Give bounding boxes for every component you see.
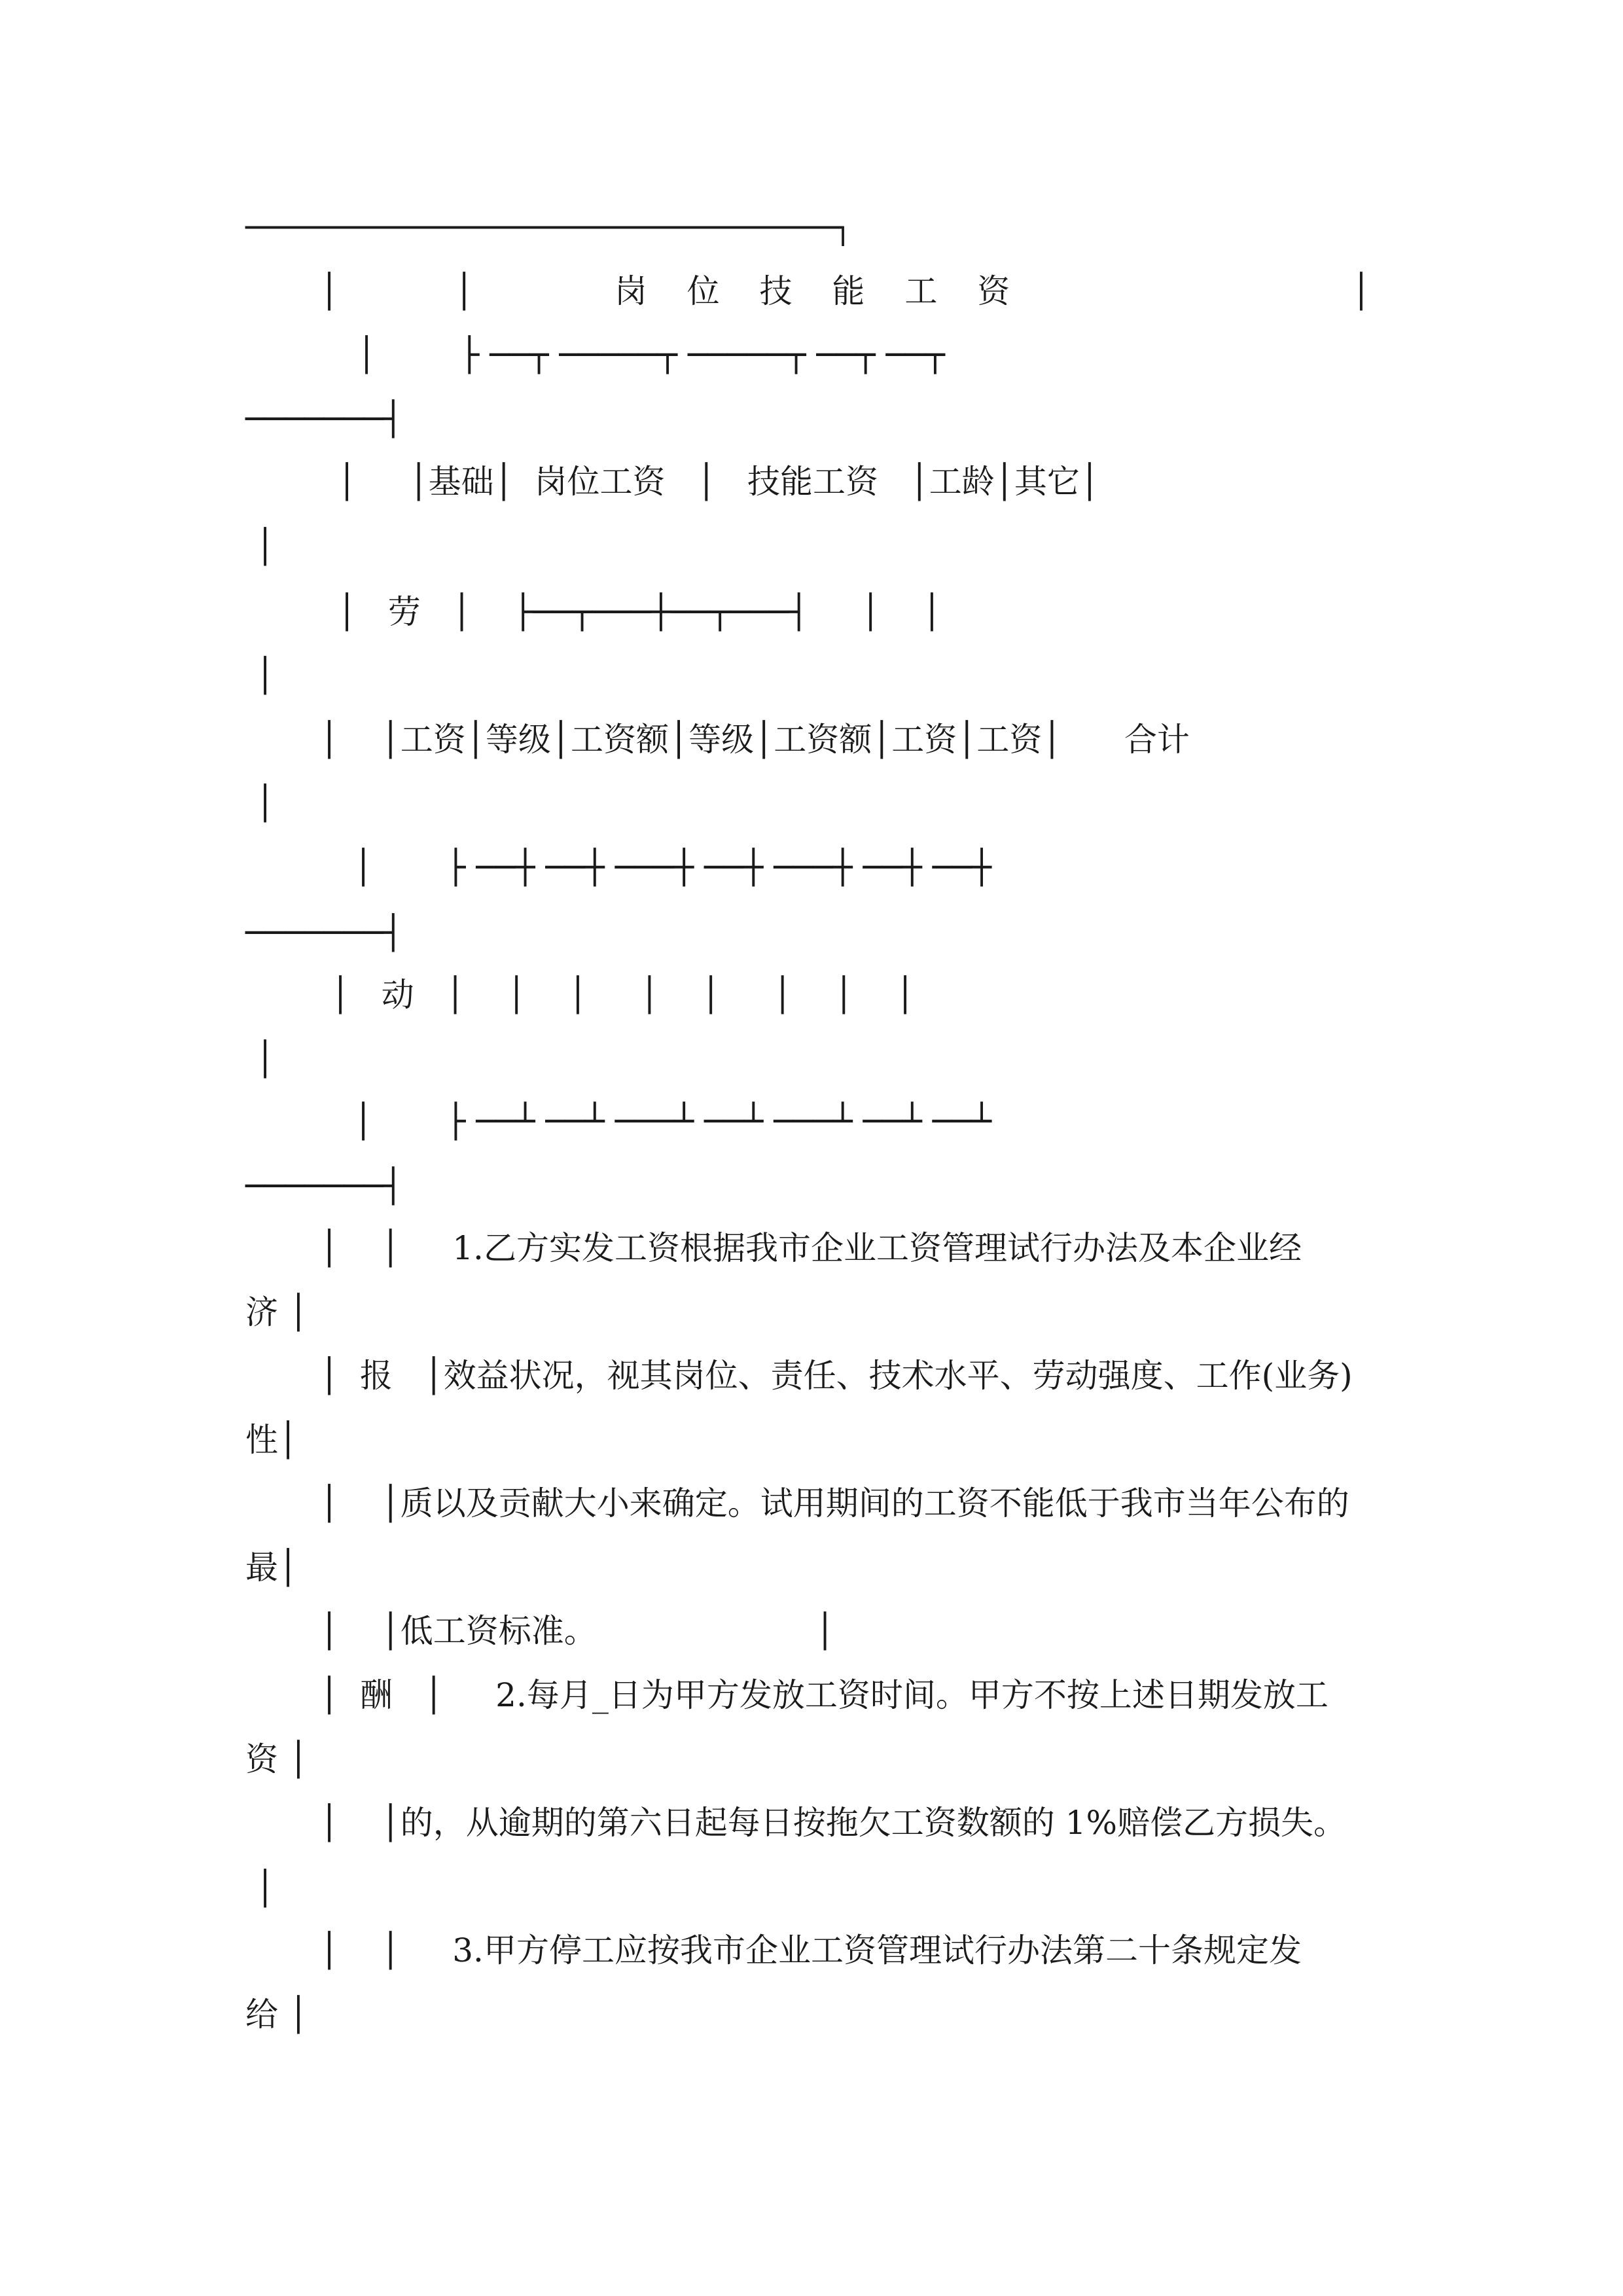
- table-row-headers-cont: │: [255, 528, 276, 565]
- clause-2-line-1: │ 酬 │ 2.每月_日为甲方发放工资时间。甲方不按上述日期发放工: [319, 1676, 1329, 1714]
- clause-3-line-1: │ │ 3.甲方停工应按我市企业工资管理试行办法第二十条规定发: [319, 1931, 1302, 1969]
- clause-1-line-2: │ 报 │效益状况，视其岗位、责任、技术水平、劳动强度、工作(业务): [319, 1357, 1353, 1395]
- table-divider-2-cont: ───────┤: [245, 914, 403, 952]
- table-divider-3-cont: ───────┤: [245, 1167, 403, 1205]
- table-divider-1: │ ├ ──┬ ─────┬ ─────┬ ──┬ ──┬: [357, 336, 945, 374]
- clause-3-line-1-cont: 给 │: [245, 1996, 308, 2034]
- clause-2-line-1-cont: 资 │: [245, 1740, 308, 1778]
- clause-1-line-4: │ │低工资标准。 │: [319, 1612, 835, 1650]
- clause-1-line-3: │ │质以及贡献大小来确定。试用期间的工资不能低于我市当年公布的: [319, 1484, 1349, 1522]
- table-row-dong: │ 动 │ │ │ │ │ │ │ │: [330, 976, 916, 1014]
- table-divider-1-cont: ───────┤: [245, 400, 403, 438]
- clause-2-line-2: │ │的，从逾期的第六日起每日按拖欠工资数额的 1%赔偿乙方损失。: [319, 1804, 1346, 1842]
- clause-2-line-2-cont: │: [255, 1869, 276, 1907]
- table-row-headers: │ │基础│ 岗位工资 │ 技能工资 │工龄│其它│: [337, 463, 1100, 501]
- table-row-subheaders: │ │工资│等级│工资额│等级│工资额│工资│工资│ 合计: [319, 721, 1190, 759]
- table-row-lao-cont: │: [255, 656, 276, 694]
- clause-1-line-2-cont: 性│: [245, 1421, 298, 1459]
- table-divider-2: │ ├ ──┼ ──┼ ───┼ ──┼ ───┼ ──┼ ──┼: [353, 848, 992, 886]
- table-top-border: ───────────────────────────────────────────┐: [245, 209, 847, 246]
- clause-1-line-1-cont: 济 │: [245, 1293, 308, 1331]
- clause-1-line-3-cont: 最│: [245, 1549, 298, 1587]
- table-row-lao: │ 劳 │ ├──┬───┼──┬───┤ │ │: [337, 593, 942, 631]
- table-row-dong-cont: │: [255, 1040, 276, 1078]
- table-row-title: │ │ 岗 位 技 能 工 资 │: [319, 272, 1386, 310]
- table-divider-3: │ ├ ──┴ ──┴ ───┴ ──┴ ───┴ ──┴ ──┴: [353, 1102, 992, 1140]
- clause-1-line-1: │ │ 1.乙方实发工资根据我市企业工资管理试行办法及本企业经: [319, 1229, 1302, 1267]
- table-row-subheaders-cont: │: [255, 784, 276, 822]
